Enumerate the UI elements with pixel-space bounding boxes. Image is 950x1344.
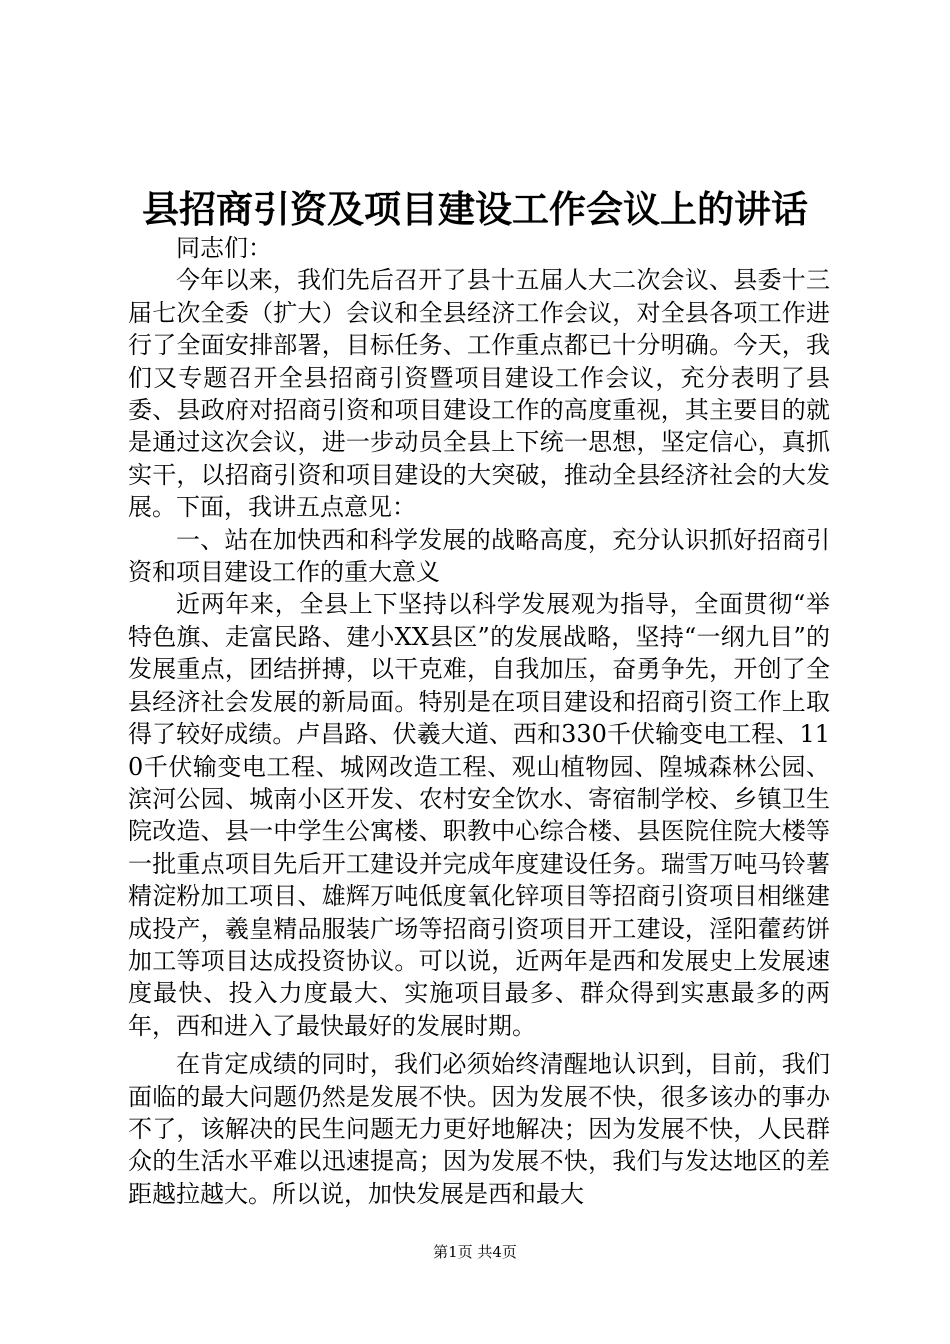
document-title: 县招商引资及项目建设工作会议上的讲话: [142, 187, 808, 231]
section-heading-1: 一、站在加快西和科学发展的战略高度，充分认识抓好招商引资和项目建设工作的重大意义: [128, 525, 830, 587]
body-paragraph-problems: 在肯定成绩的同时，我们必须始终清醒地认识到，目前，我们面临的最大问题仍然是发展不快。因为发展不快，很多该办的事办不了，该解决的民生问题无力更好地解决；因为发展不快，人民群众的生活水平难以迅速提高；因为发展不快，我们与发达地区的差距越拉越大。所以说，加快发展是西和最大: [128, 1050, 830, 1208]
page-number-footer: 第1页 共4页: [433, 1243, 517, 1261]
body-paragraph-intro: 今年以来，我们先后召开了县十五届人大二次会议、县委十三届七次全委（扩大）会议和全县经济工作会议，对全县各项工作进行了全面安排部署，目标任务、工作重点都已十分明确。今天，我们又专题召开全县招商引资暨项目建设工作会议，充分表明了县委、县政府对招商引资和项目建设工作的高度重视，其主要目的就是通过这次会议，进一步动员全县上下统一思想，坚定信心，真抓实干，以招商引资和项目建设的大突破，推动全县经济社会的大发展。下面，我讲五点意见：: [128, 266, 830, 522]
body-paragraph-achievements: 近两年来，全县上下坚持以科学发展观为指导，全面贯彻“举特色旗、走富民路、建小XX县区”的发展战略，坚持“一纲九目”的发展重点，团结拼搏，以干克难，自我加压，奋勇争先，开创了全县经济社会发展的新局面。特别是在项目建设和招商引资工作上取得了较好成绩。卢昌路、伏羲大道、西和330千伏输变电工程、110千伏输变电工程、城网改造工程、观山植物园、隍城森林公园、滨河公园、城南小区开发、农村安全饮水、寄宿制学校、乡镇卫生院改造、县一中学生公寓楼、职教中心综合楼、县医院住院大楼等一批重点项目先后开工建设并完成年度建设任务。瑞雪万吨马铃薯精淀粉加工项目、雄辉万吨低度氧化锌项目等招商引资项目相继建成投产，羲皇精品服装广场等招商引资项目开工建设，淫阳藿药饼加工等项目达成投资协议。可以说，近两年是西和发展史上发展速度最快、投入力度最大、实施项目最多、群众得到实惠最多的两年，西和进入了最快最好的发展时期。: [128, 590, 830, 1040]
document-body: [128, 232, 830, 1210]
salutation-paragraph: 同志们：: [176, 234, 272, 262]
